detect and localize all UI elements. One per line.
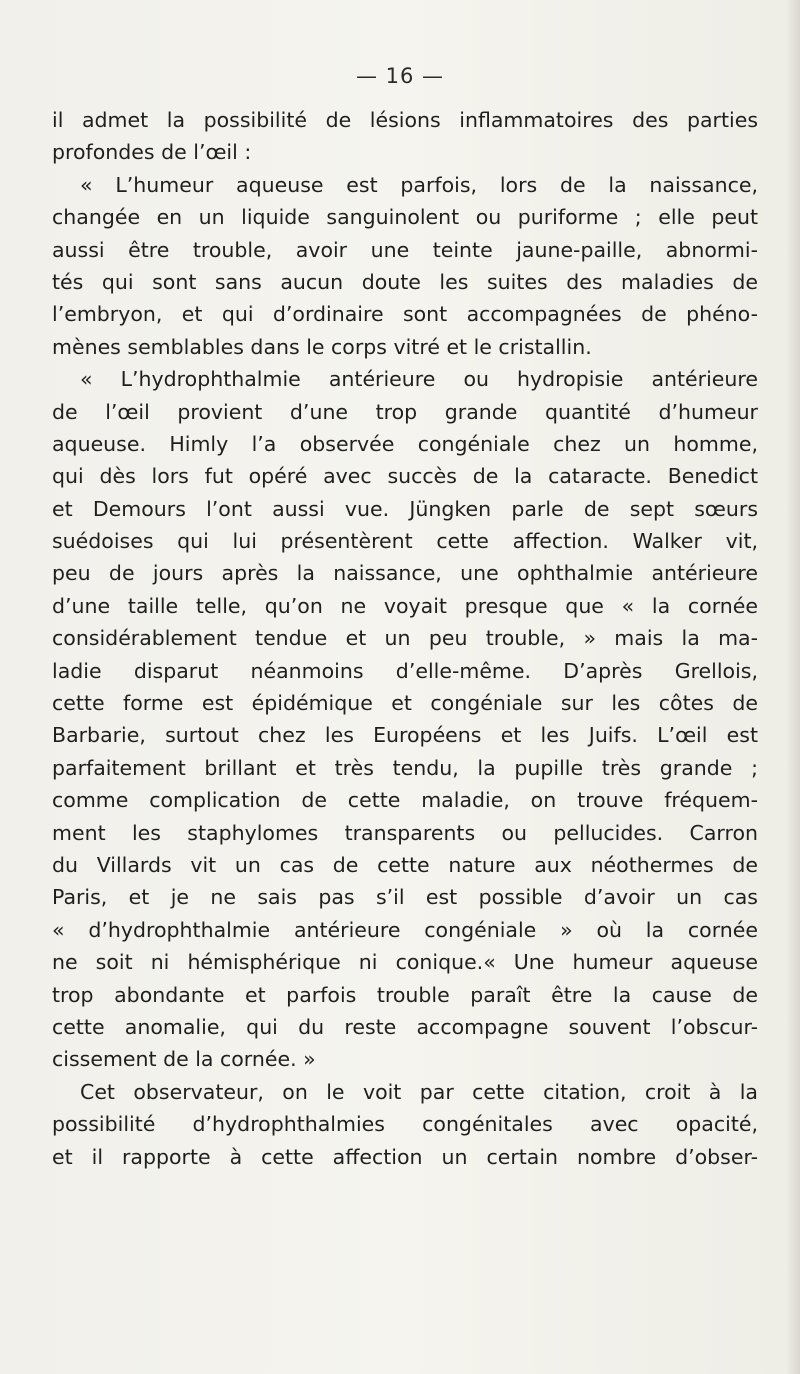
text-line: l’embryon, et qui d’ordinaire sont accompagnées de phéno-: [52, 302, 758, 327]
text-line: cette anomalie, qui du reste accompagne souvent l’obscur-: [52, 1014, 758, 1039]
text-line: trop abondante et parfois trouble paraît être la cause de: [52, 982, 758, 1007]
text-line: « d’hydrophthalmie antérieure congéniale » où la cornée: [52, 917, 758, 942]
text-line: de l’œil provient d’une trop grande quantité d’humeur: [52, 399, 758, 424]
text-line: d’une taille telle, qu’on ne voyait presque que « la cornée: [52, 593, 758, 618]
text-line: qui dès lors fut opéré avec succès de la cataracte. Benedict: [52, 464, 758, 489]
text-line: changée en un liquide sanguinolent ou puriforme ; elle peut: [52, 205, 758, 230]
page-edge-shadow: [786, 0, 800, 1374]
text-line: mènes semblables dans le corps vitré et le cristallin.: [52, 334, 592, 359]
text-line: ment les staphylomes transparents ou pellucides. Carron: [52, 820, 758, 845]
text-line: peu de jours après la naissance, une ophthalmie antérieure: [52, 561, 758, 586]
text-line: du Villards vit un cas de cette nature aux néothermes de: [52, 852, 758, 877]
text-line: Cet observateur, on le voit par cette citation, croit à la: [80, 1079, 758, 1104]
text-line: aussi être trouble, avoir une teinte jaune-paille, abnormi-: [52, 237, 758, 262]
text-line: il admet la possibilité de lésions inflammatoires des parties: [52, 108, 758, 132]
text-line: cissement de la cornée. »: [52, 1047, 316, 1072]
text-line: considérablement tendue et un peu trouble, » mais la ma-: [52, 626, 758, 651]
body-text: [52, 104, 758, 1173]
text-line: parfaitement brillant et très tendu, la pupille très grande ;: [52, 755, 758, 780]
text-line: et Demours l’ont aussi vue. Jüngken parle de sept sœurs: [52, 496, 758, 521]
text-line: ladie disparut néanmoins d’elle-même. D’après Grellois,: [52, 658, 758, 683]
text-line: Paris, et je ne sais pas s’il est possible d’avoir un cas: [52, 885, 758, 910]
text-line: tés qui sont sans aucun doute les suites des maladies de: [52, 269, 758, 294]
text-line: Barbarie, surtout chez les Européens et les Juifs. L’œil est: [52, 723, 758, 748]
text-line: cette forme est épidémique et congéniale sur les côtes de: [52, 691, 758, 716]
text-line: et il rapporte à cette affection un certain nombre d’obser-: [52, 1144, 758, 1169]
text-line: aqueuse. Himly l’a observée congéniale chez un homme,: [52, 431, 758, 456]
text-line: « L’humeur aqueuse est parfois, lors de la naissance,: [80, 172, 758, 197]
text-line: suédoises qui lui présentèrent cette affection. Walker vit,: [52, 529, 758, 554]
text-line: ne soit ni hémisphérique ni conique.« Une humeur aqueuse: [52, 950, 758, 975]
text-line: comme complication de cette maladie, on trouve fréquem-: [52, 788, 758, 813]
page-number: — 16 —: [355, 64, 445, 88]
text-line: possibilité d’hydrophthalmies congénitales avec opacité,: [52, 1112, 758, 1137]
text-line: « L’hydrophthalmie antérieure ou hydropisie antérieure: [80, 367, 758, 392]
text-line: profondes de l’œil :: [52, 140, 252, 165]
